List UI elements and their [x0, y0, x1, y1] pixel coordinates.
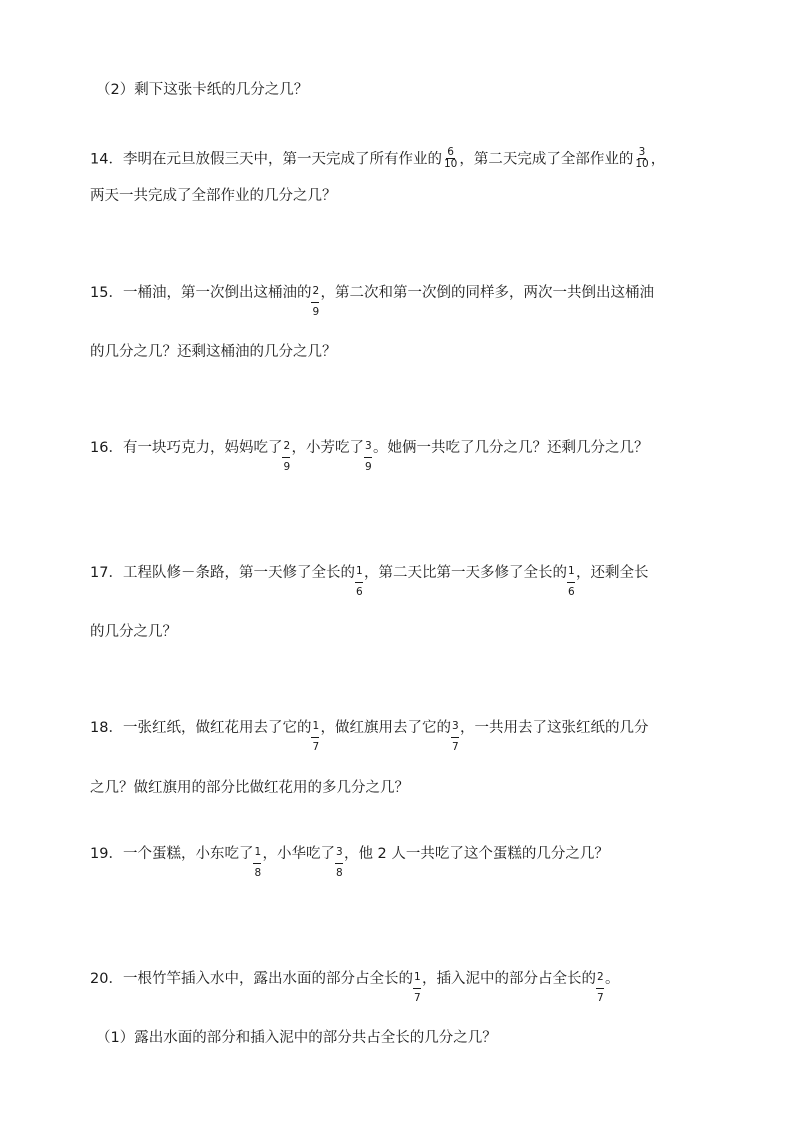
fraction-numerator: 1 [355, 565, 363, 577]
fraction [451, 718, 460, 753]
question-text: ，小芳吃了 [291, 440, 364, 456]
fraction-numerator: 2 [312, 285, 320, 297]
fraction-denominator: 10 [443, 158, 458, 170]
fraction-denominator: 6 [567, 586, 575, 598]
fraction [443, 147, 458, 170]
question-text: ，第二天完成了全部作业的 [459, 151, 634, 168]
fraction-bar [567, 582, 575, 583]
fraction-numerator: 2 [283, 440, 291, 452]
question-text: ，插入泥中的部分占全长的 [421, 971, 596, 987]
fraction-bar [413, 988, 421, 989]
question-13-part-2 [96, 80, 308, 100]
question-text: 的几分之几？还剩这桶油的几分之几？ [90, 344, 337, 360]
question-15-line-2 [90, 342, 337, 362]
fraction [311, 283, 320, 318]
fraction-bar [311, 737, 319, 738]
fraction-bar [282, 457, 290, 458]
question-20-part-1 [96, 1028, 497, 1048]
fraction-bar [311, 302, 319, 303]
fraction-denominator: 7 [451, 741, 459, 753]
question-text: （1）露出水面的部分和插入泥中的部分共占全长的几分之几？ [96, 1030, 497, 1046]
fraction-numerator: 3 [335, 846, 343, 858]
question-text: ，第二次和第一次倒的同样多，两次一共倒出这桶油 [320, 285, 654, 301]
fraction-bar [364, 457, 372, 458]
question-15 [90, 283, 654, 318]
question-19 [90, 844, 609, 879]
fraction [413, 969, 422, 1004]
fraction-denominator: 6 [355, 586, 363, 598]
fraction-denominator: 8 [254, 867, 262, 879]
fraction-numerator: 1 [567, 565, 575, 577]
fraction-numerator: 1 [312, 720, 320, 732]
question-text: 14．李明在元旦放假三天中，第一天完成了所有作业的 [90, 151, 442, 168]
question-text: （2）剩下这张卡纸的几分之几？ [96, 82, 309, 98]
fraction-denominator: 8 [335, 867, 343, 879]
fraction-bar [451, 737, 459, 738]
question-18-line-2 [90, 778, 409, 798]
question-14-line-2 [90, 186, 337, 206]
question-text: ，第二天比第一天多修了全长的 [363, 565, 567, 581]
question-text: ，小华吃了 [262, 846, 335, 862]
question-text: ，一共用去了这张红纸的几分 [459, 720, 649, 736]
question-text: 15．一桶油，第一次倒出这桶油的 [90, 285, 312, 301]
fraction [253, 844, 262, 879]
fraction-numerator: 3 [364, 440, 372, 452]
fraction [567, 563, 576, 598]
fraction-denominator: 7 [596, 992, 604, 1004]
fraction-denominator: 7 [312, 741, 320, 753]
fraction-numerator: 6 [447, 146, 454, 158]
fraction-numerator: 3 [638, 146, 646, 158]
question-text: ， [650, 151, 666, 168]
fraction-denominator: 9 [364, 461, 372, 473]
fraction-bar [596, 988, 604, 989]
question-text: 的几分之几？ [90, 624, 177, 640]
fraction [634, 147, 649, 170]
question-text: 19．一个蛋糕，小东吃了 [90, 846, 254, 862]
fraction-numerator: 1 [413, 971, 421, 983]
fraction [335, 844, 344, 879]
question-text: 之几？做红旗用的部分比做红花用的多几分之几？ [90, 780, 409, 796]
fraction [282, 438, 291, 473]
fraction-bar [253, 863, 261, 864]
question-text: 20．一根竹竿插入水中，露出水面的部分占全长的 [90, 971, 413, 987]
fraction-numerator: 3 [451, 720, 459, 732]
question-text: 两天一共完成了全部作业的几分之几？ [90, 188, 337, 204]
fraction-bar [355, 582, 363, 583]
fraction-denominator: 10 [635, 158, 649, 170]
fraction-numerator: 2 [596, 971, 604, 983]
question-text: 18．一张红纸，做红花用去了它的 [90, 720, 312, 736]
question-text: 16．有一块巧克力，妈妈吃了 [90, 440, 283, 456]
question-text: 。 [604, 971, 620, 987]
question-17-line-2 [90, 622, 177, 642]
fraction [596, 969, 605, 1004]
fraction-bar [335, 863, 343, 864]
question-text: 。她俩一共吃了几分之几？还剩几分之几？ [372, 440, 649, 456]
question-text: ，还剩全长 [575, 565, 649, 581]
question-16 [90, 438, 649, 473]
fraction-denominator: 7 [413, 992, 421, 1004]
question-text: 17．工程队修－条路，第一天修了全长的 [90, 565, 355, 581]
question-17 [90, 563, 649, 598]
question-14 [90, 148, 665, 171]
question-18 [90, 718, 649, 753]
fraction-denominator: 9 [283, 461, 291, 473]
fraction-denominator: 9 [312, 306, 320, 318]
fraction [364, 438, 373, 473]
question-text: ，他 2 人一共吃了这个蛋糕的几分之几？ [343, 846, 609, 862]
question-20 [90, 969, 620, 1004]
fraction [311, 718, 320, 753]
fraction-numerator: 1 [254, 846, 262, 858]
fraction [355, 563, 364, 598]
question-text: ，做红旗用去了它的 [320, 720, 451, 736]
